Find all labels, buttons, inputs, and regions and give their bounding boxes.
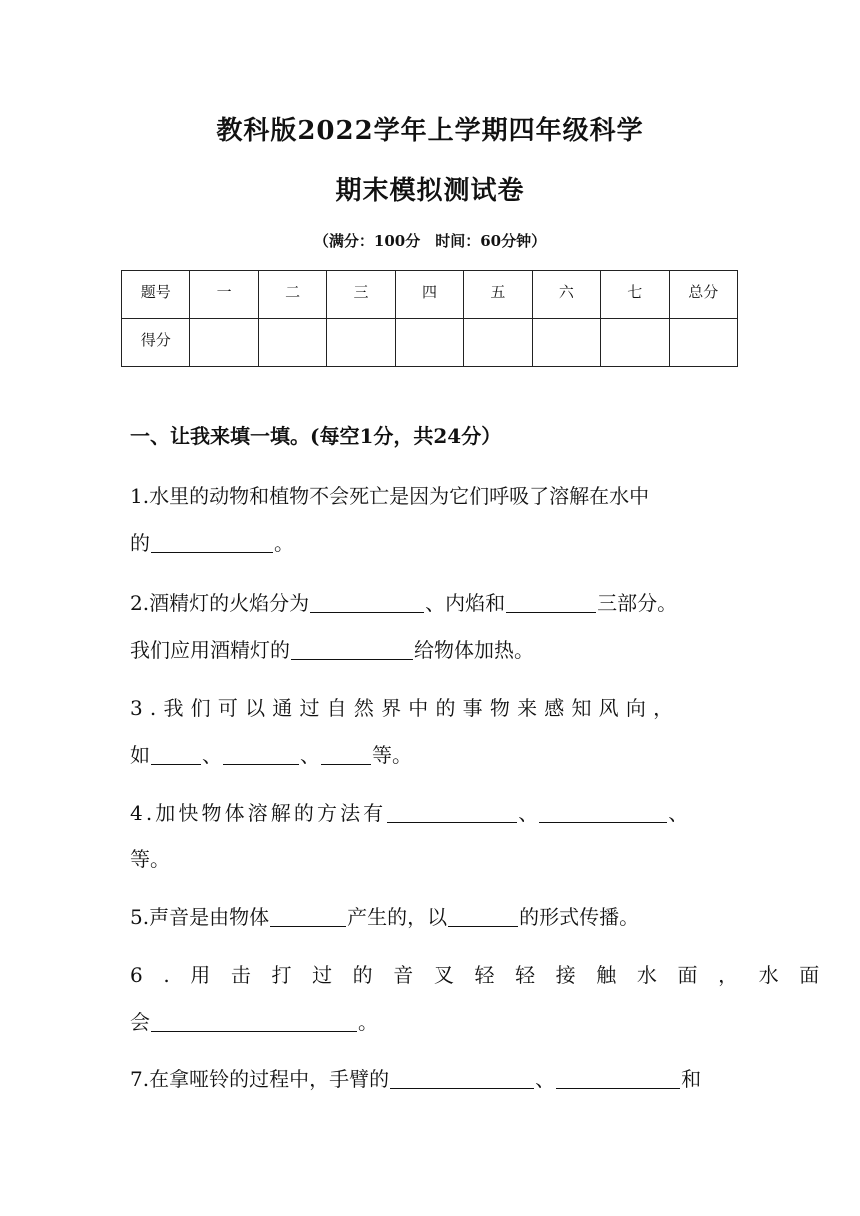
score-header-cell: 六 <box>532 271 600 319</box>
score-row-label: 得分 <box>122 319 190 367</box>
exam-subtitle: （满分：100分 时间：60分钟） <box>313 232 547 250</box>
score-header-cell: 一 <box>190 271 258 319</box>
answer-blank[interactable] <box>151 532 273 553</box>
score-header-cell: 总分 <box>669 271 738 319</box>
answer-blank[interactable] <box>291 639 413 660</box>
exam-title-line2: 期末模拟测试卷 <box>335 176 525 206</box>
answer-blank[interactable] <box>506 592 596 613</box>
score-cell[interactable] <box>464 319 532 367</box>
score-table-score-row <box>122 319 738 367</box>
answer-blank[interactable] <box>556 1068 680 1089</box>
answer-blank[interactable] <box>321 744 371 765</box>
exam-title-line1: 教科版2022学年上学期四年级科学 <box>216 116 644 146</box>
score-cell[interactable] <box>258 319 326 367</box>
score-header-cell: 四 <box>395 271 463 319</box>
question-3-line2: 如 、 、 等。 <box>130 743 412 767</box>
answer-blank[interactable] <box>448 906 518 927</box>
question-1-line1: 1.水里的动物和植物不会死亡是因为它们呼吸了溶解在水中 <box>130 484 650 508</box>
score-header-cell: 五 <box>464 271 532 319</box>
score-cell[interactable] <box>601 319 669 367</box>
question-2-line2: 我们应用酒精灯的 给物体加热。 <box>130 638 534 662</box>
score-cell[interactable] <box>190 319 258 367</box>
answer-blank[interactable] <box>390 1068 534 1089</box>
score-header-cell: 题号 <box>122 271 190 319</box>
answer-blank[interactable] <box>270 906 346 927</box>
answer-blank[interactable] <box>223 744 299 765</box>
answer-blank[interactable] <box>151 1011 357 1032</box>
answer-blank[interactable] <box>539 802 667 823</box>
score-cell[interactable] <box>327 319 395 367</box>
question-3-line1: 3.我们可以通过自然界中的事物来感知风向， <box>130 696 681 720</box>
question-7-line1: 7.在拿哑铃的过程中，手臂的 、 和 <box>130 1067 702 1091</box>
question-1-line2: 的 。 <box>130 531 294 555</box>
score-cell[interactable] <box>395 319 463 367</box>
section1-title: 一、让我来填一填。(每空1分，共24分） <box>130 424 502 448</box>
score-cell[interactable] <box>669 319 738 367</box>
question-4-line1: 4.加快物体溶解的方法有 、 、 <box>130 801 689 825</box>
score-header-cell: 七 <box>601 271 669 319</box>
score-table-header-row <box>122 271 738 319</box>
question-5-line: 5.声音是由物体 产生的，以 的形式传播。 <box>130 905 640 929</box>
answer-blank[interactable] <box>151 744 201 765</box>
question-4-line2: 等。 <box>130 847 170 871</box>
question-6-line1: 6.用击打过的音叉轻轻接触水面，水面 <box>130 963 840 987</box>
score-header-cell: 二 <box>258 271 326 319</box>
question-6-line2: 会 。 <box>130 1010 378 1034</box>
question-2-line1: 2.酒精灯的火焰分为 、内焰和 三部分。 <box>130 591 678 615</box>
answer-blank[interactable] <box>387 802 517 823</box>
score-table <box>121 270 738 367</box>
score-cell[interactable] <box>532 319 600 367</box>
answer-blank[interactable] <box>310 592 424 613</box>
score-header-cell: 三 <box>327 271 395 319</box>
